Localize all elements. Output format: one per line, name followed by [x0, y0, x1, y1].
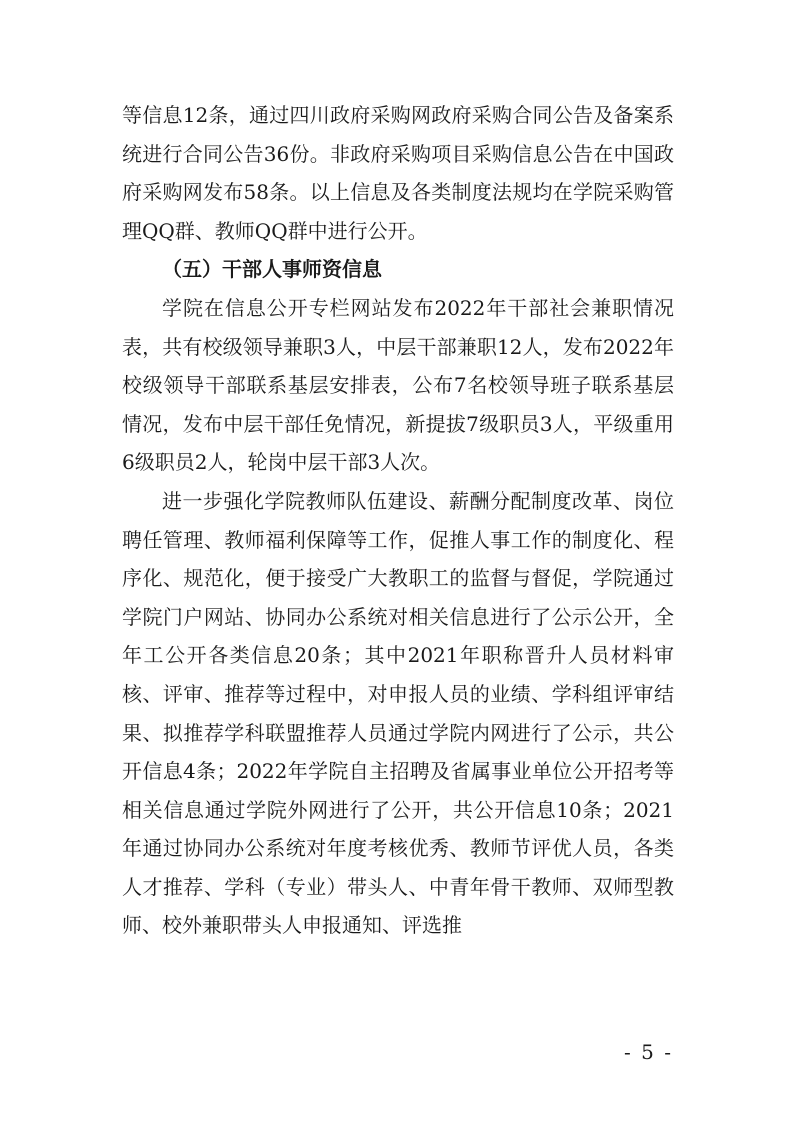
paragraph-procurement-continued: 等信息12条，通过四川政府采购网政府采购合同公告及备案系统进行合同公告36份。非政府采购项目采购信息公告在中国政府采购网发布58条。以上信息及各类制度法规均在学院采购管理QQ群、教师QQ群中进行公开。: [122, 103, 674, 243]
section-heading-personnel: （五）干部人事师资信息: [162, 257, 382, 282]
paragraph-teacher-info: 进一步强化学院教师队伍建设、薪酬分配制度改革、岗位聘任管理、教师福利保障等工作，促推人事工作的制度化、程序化、规范化，便于接受广大教职工的监督与督促，学院通过学院门户网站、协同办公系统对相关信息进行了公示公开，全年工公开各类信息20条；其中2021年职称晋升人员材料审核、评审、推荐等过程中，对申报人员的业绩、学科组评审结果、拟推荐学科联盟推荐人员通过学院内网进行了公示，共公开信息4条；2022年学院自主招聘及省属事业单位公开招考等相关信息通过学院外网进行了公开，共公开信息10条；2021年通过协同办公系统对年度考核优秀、教师节评优人员，各类人才推荐、学科（专业）带头人、中青年骨干教师、双师型教师、校外兼职带头人申报通知、评选推: [122, 488, 674, 938]
page-number: - 5 -: [624, 1040, 673, 1064]
body-text: [122, 96, 674, 945]
paragraph-cadre-info: 学院在信息公开专栏网站发布2022年干部社会兼职情况表，共有校级领导兼职3人，中层干部兼职12人，发布2022年校级领导干部联系基层安排表，公布7名校领导班子联系基层情况，发布中层干部任免情况，新提拔7级职员3人，平级重用6级职员2人，轮岗中层干部3人次。: [122, 295, 674, 475]
